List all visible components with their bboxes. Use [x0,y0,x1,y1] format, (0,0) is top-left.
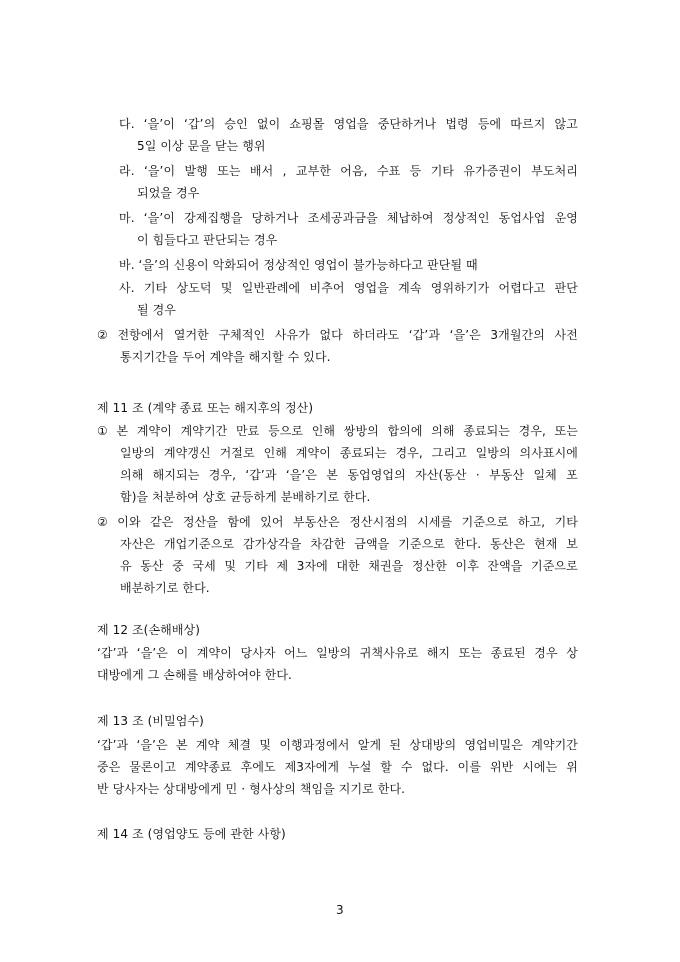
clause10-para2-line2: 통지기간을 두어 계약을 해지할 수 있다. [120,350,331,364]
clause10-item-ra-line2: 되었을 경우 [137,186,200,200]
clause11-para1-line2: 일방의 계약갱신 거절로 인해 계약이 종료되는 경우, 그리고 일방의 의사표시에 [120,446,578,460]
clause11-para2-line3: 유 동산 중 국세 및 기타 제 3자에 대한 채권을 정산한 이후 잔액을 기준으로 [120,559,578,573]
clause13-body-line3: 반 당사자는 상대방에게 민 · 형사상의 책임을 지기로 한다. [97,782,406,796]
clause10-item-ra-line1: 라. ‘을’이 발행 또는 배서 , 교부한 어음, 수표 등 기타 유가증권이 부도처리 [119,164,578,178]
clause11-para1-line4: 함)을 처분하여 상호 균등하게 분배하기로 한다. [120,490,371,504]
clause11-title: 제 11 조 (계약 종료 또는 해지후의 정산) [97,401,314,415]
clause10-item-ma-line1: 마. ‘을’이 강제집행을 당하거나 조세공과금을 체납하여 정상적인 동업사업 운영 [119,211,578,225]
clause13-body-line1: ‘갑’과 ‘을’은 본 계약 체결 및 이행과정에서 알게 된 상대방의 영업비밀은 계약기간 [97,738,578,752]
clause13-body-line2: 중은 물론이고 계약종료 후에도 제3자에게 누설 할 수 없다. 이를 위반 시에는 위 [97,760,578,774]
clause12-body-line1: ‘갑’과 ‘을’은 이 계약이 당사자 어느 일방의 귀책사유로 해지 또는 종료된 경우 상 [97,646,578,660]
clause12-body-line2: 대방에게 그 손해를 배상하여야 한다. [97,668,292,682]
clause10-para2-line1: ② 전항에서 열거한 구체적인 사유가 없다 하더라도 ‘갑’과 ‘을’은 3개월간의 사전 [97,328,578,342]
clause13-title: 제 13 조 (비밀엄수) [97,714,204,728]
clause11-para2-line1: ② 이와 같은 정산을 함에 있어 부동산은 정산시점의 시세를 기준으로 하고, 기타 [97,515,578,529]
clause14-title: 제 14 조 (영업양도 등에 관한 사항) [97,827,286,841]
clause11-para2-line2: 자산은 개업기준으로 감가상각을 차감한 금액을 기준으로 한다. 동산은 현재 보 [120,537,578,551]
clause11-para2-line4: 배분하기로 한다. [120,581,210,595]
clause11-para1-line3: 의해 해지되는 경우, ‘갑’과 ‘을’은 본 동업영업의 자산(동산 · 부동산 일체 포 [120,468,578,482]
page-number: 3 [336,903,344,917]
clause10-item-ma-line2: 이 힘들다고 판단되는 경우 [137,233,278,247]
clause10-item-ba-line1: 바. ‘을’의 신용이 악화되어 정상적인 영업이 불가능하다고 판단될 때 [119,258,478,272]
clause10-item-sa-line2: 될 경우 [137,303,176,317]
clause10-item-da-line2: 5일 이상 문을 닫는 행위 [137,139,266,153]
clause10-item-da-line1: 다. ‘을’이 ‘갑’의 승인 없이 쇼핑몰 영업을 중단하거나 법령 등에 따르지 않고 [119,117,578,131]
clause11-para1-line1: ① 본 계약이 계약기간 만료 등으로 인해 쌍방의 합의에 의해 종료되는 경우, 또는 [97,424,578,438]
clause12-title: 제 12 조(손해배상) [97,623,201,637]
clause10-item-sa-line1: 사. 기타 상도덕 및 일반관례에 비추어 영업을 계속 영위하기가 어렵다고 판단 [119,281,578,295]
